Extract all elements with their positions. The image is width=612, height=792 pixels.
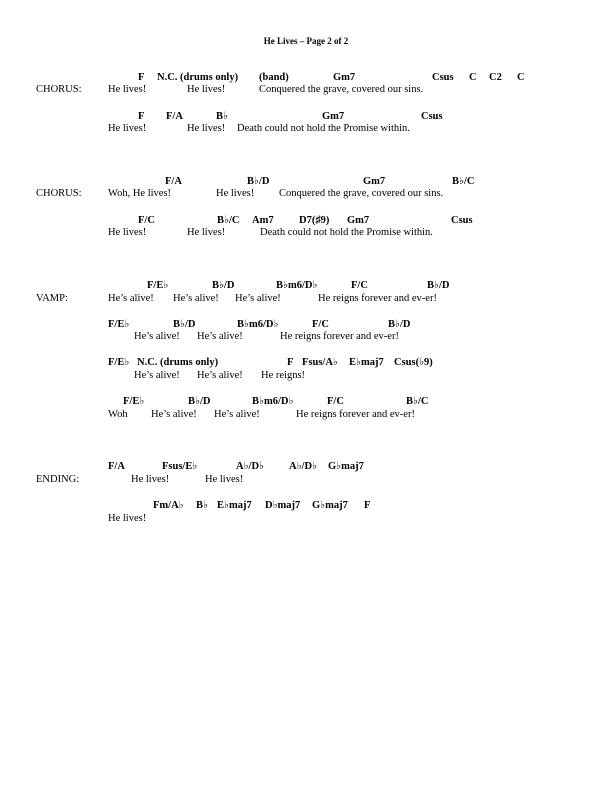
chord: Fsus/A♭ bbox=[302, 357, 338, 368]
chord: Csus bbox=[421, 111, 443, 122]
chord: F/E♭ bbox=[123, 396, 145, 407]
lyric: He lives! bbox=[108, 84, 147, 95]
lyric: He lives! bbox=[187, 84, 226, 95]
chord: B♭/C bbox=[217, 215, 240, 226]
chord: F bbox=[138, 111, 145, 122]
chord: F bbox=[287, 357, 294, 368]
chord: C bbox=[469, 72, 477, 83]
chord: (band) bbox=[259, 72, 289, 83]
lyric: He’s alive! bbox=[134, 370, 180, 381]
lyric: He’s alive! bbox=[134, 331, 180, 342]
section-label: VAMP: bbox=[36, 293, 68, 304]
chord: B♭m6/D♭ bbox=[252, 396, 294, 407]
section-label: ENDING: bbox=[36, 474, 80, 485]
lyric: He lives! bbox=[108, 513, 147, 524]
lyric: He lives! bbox=[131, 474, 170, 485]
chord: A♭/D♭ bbox=[289, 461, 317, 472]
lyric: Woh, He lives! bbox=[108, 188, 172, 199]
chord: G♭maj7 bbox=[328, 461, 364, 472]
chord: Gm7 bbox=[363, 176, 386, 187]
chord: B♭ bbox=[216, 111, 228, 122]
chord: G♭maj7 bbox=[312, 500, 348, 511]
chord: F/A bbox=[165, 176, 182, 187]
chord: F bbox=[138, 72, 145, 83]
chord: C2 bbox=[489, 72, 502, 83]
chord: B♭/D bbox=[388, 319, 411, 330]
chord: Gm7 bbox=[347, 215, 370, 226]
chord: B♭/D bbox=[247, 176, 270, 187]
chord: N.C. (drums only) bbox=[137, 357, 219, 368]
chord: B♭/D bbox=[188, 396, 211, 407]
chord: D♭maj7 bbox=[265, 500, 301, 511]
chord: Fm/A♭ bbox=[153, 500, 184, 511]
lyric: He lives! bbox=[205, 474, 244, 485]
lyric: He lives! bbox=[108, 227, 147, 238]
chord: A♭/D♭ bbox=[236, 461, 264, 472]
section-label: CHORUS: bbox=[36, 84, 82, 95]
chord: F/A bbox=[108, 461, 125, 472]
chord: B♭/D bbox=[173, 319, 196, 330]
chord: B♭/D bbox=[212, 280, 235, 291]
lyric: Conquered the grave, covered our sins. bbox=[279, 188, 444, 199]
lyric: Conquered the grave, covered our sins. bbox=[259, 84, 424, 95]
lyric: He reigns forever and ev-er! bbox=[318, 293, 437, 304]
chord: E♭maj7 bbox=[217, 500, 252, 511]
lyric: He reigns! bbox=[261, 370, 306, 381]
chord: Gm7 bbox=[333, 72, 356, 83]
chord: F/E♭ bbox=[108, 357, 130, 368]
lyric: He’s alive! bbox=[151, 409, 197, 420]
chord: F bbox=[364, 500, 371, 511]
lyric: He’s alive! bbox=[235, 293, 281, 304]
chord: Am7 bbox=[252, 215, 274, 226]
chord: Csus bbox=[451, 215, 473, 226]
lyric: Death could not hold the Promise within. bbox=[260, 227, 433, 238]
chord: Gm7 bbox=[322, 111, 345, 122]
chord: F/A bbox=[166, 111, 183, 122]
lyric: He reigns forever and ev-er! bbox=[280, 331, 399, 342]
lyric: He’s alive! bbox=[197, 370, 243, 381]
chord: D7(♯9) bbox=[299, 215, 330, 226]
lyric: He lives! bbox=[216, 188, 255, 199]
lyric: He’s alive! bbox=[214, 409, 260, 420]
lyric: Death could not hold the Promise within. bbox=[237, 123, 410, 134]
lyric: He lives! bbox=[187, 227, 226, 238]
lyric: He’s alive! bbox=[197, 331, 243, 342]
chord: F/E♭ bbox=[147, 280, 169, 291]
lyric: He’s alive! bbox=[108, 293, 154, 304]
chord: B♭/C bbox=[406, 396, 429, 407]
chord: N.C. (drums only) bbox=[157, 72, 239, 83]
lyric: Woh bbox=[108, 409, 128, 420]
section-label: CHORUS: bbox=[36, 188, 82, 199]
chord: B♭m6/D♭ bbox=[237, 319, 279, 330]
chord: B♭m6/D♭ bbox=[276, 280, 318, 291]
lyric: He lives! bbox=[187, 123, 226, 134]
chord: Fsus/E♭ bbox=[162, 461, 198, 472]
page-title: He Lives – Page 2 of 2 bbox=[263, 36, 349, 46]
chord: F/C bbox=[312, 319, 329, 330]
chord: F/C bbox=[327, 396, 344, 407]
chord: F/E♭ bbox=[108, 319, 130, 330]
chord: C bbox=[517, 72, 525, 83]
lyric: He reigns forever and ev-er! bbox=[296, 409, 415, 420]
chord: Csus(♭9) bbox=[394, 357, 433, 368]
chord: F/C bbox=[351, 280, 368, 291]
lyric: He lives! bbox=[108, 123, 147, 134]
chord: B♭/C bbox=[452, 176, 475, 187]
chord: B♭/D bbox=[427, 280, 450, 291]
chord: F/C bbox=[138, 215, 155, 226]
lyric: He’s alive! bbox=[173, 293, 219, 304]
chord: B♭ bbox=[196, 500, 208, 511]
chord: E♭maj7 bbox=[349, 357, 384, 368]
chord: Csus bbox=[432, 72, 454, 83]
